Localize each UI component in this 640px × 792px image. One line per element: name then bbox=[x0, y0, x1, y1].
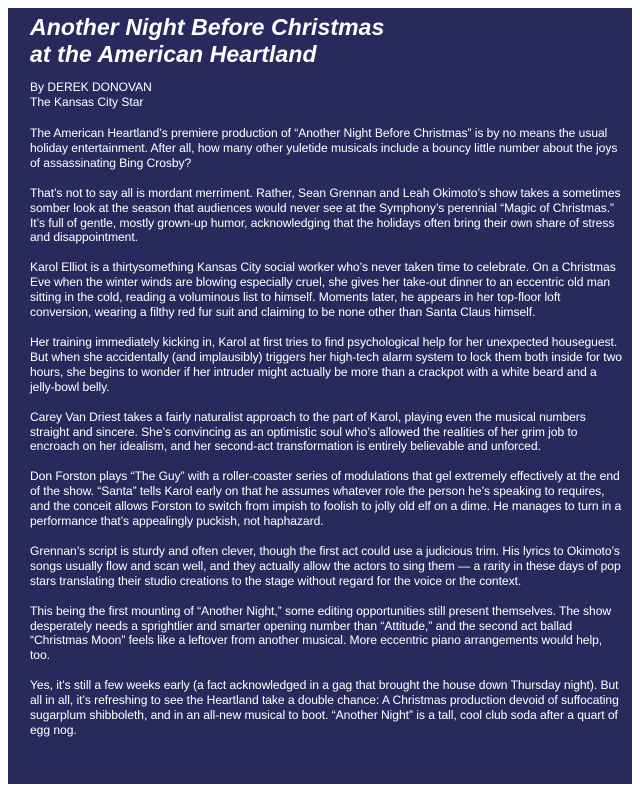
article-body bbox=[30, 126, 622, 738]
byline-publication: The Kansas City Star bbox=[30, 95, 144, 109]
article-panel bbox=[8, 8, 632, 784]
byline bbox=[30, 80, 622, 110]
article-paragraph: Yes, it’s still a few weeks early (a fact acknowledged in a gag that brought the house down Thursday night). But all in all, it’s refreshing to see the Heartland take a double chance: A Christmas production devoid of suffocating sugarplum shibboleth, and in an all-new musical to boot. “Another Night” is a tall, cool club soda after a quart of egg nog. bbox=[30, 678, 619, 737]
article-paragraph: Karol Elliot is a thirtysomething Kansas City social worker who’s never taken time to celebrate. On a Christmas Eve when the winter winds are blowing especially cruel, she gives her take-out dinner to an eccentric old man sitting in the cold, reading a voluminous list to himself. Moments later, he appears in her top-floor loft conversion, wearing a filthy red fur suit and claiming to be none other than Santa Claus himself. bbox=[30, 260, 616, 320]
article-title bbox=[30, 14, 622, 68]
article-paragraph: The American Heartland’s premiere production of “Another Night Before Christmas” is by no means the usual holiday entertainment. After all, how many other yuletide musicals include a bouncy little number about the joys of assassinating Bing Crosby? bbox=[30, 126, 618, 170]
article-paragraph: Don Forston plays “The Guy” with a roller-coaster series of modulations that gel extremely effectively at the end of the show. “Santa” tells Karol early on that he assumes whatever role the person he’s speaking to requires, and the conceit allows Forston to switch from impish to foolish to jolly old elf on a dime. He manages to turn in a performance that’s appealingly puckish, not haphazard. bbox=[30, 469, 622, 529]
article-paragraph: Her training immediately kicking in, Karol at first tries to find psychological help for her unexpected houseguest. But when she accidentally (and implausibly) triggers her high-tech alarm system to lock them both inside for two hours, she begins to wonder if her intruder might actually be more than a crackpot with a white beard and a jelly-bowl belly. bbox=[30, 334, 622, 394]
article-paragraph: Grennan’s script is sturdy and often clever, though the first act could use a judicious trim. His lyrics to Okimoto’s songs usually flow and scan well, and they actually allow the actors to sing them — a rarity in these days of pop stars translating their studio creations to the stage without regard for the voice or the context. bbox=[30, 543, 621, 588]
byline-author: By DEREK DONOVAN bbox=[30, 80, 152, 94]
article-paragraph: This being the first mounting of “Another Night,” some editing opportunities still present themselves. The show desperately needs a sprightlier and smarter opening number than “Attitude,” and the second act ballad “Christmas Moon” feels like a leftover from another musical. More eccentric piano arrangements would help, too. bbox=[30, 603, 612, 663]
article-title-line-2: at the American Heartland bbox=[30, 41, 317, 67]
article-title-line-1: Another Night Before Christmas bbox=[30, 14, 385, 40]
article-paragraph: Carey Van Driest takes a fairly naturalist approach to the part of Karol, playing even the musical numbers straight and sincere. She’s convincing as an optimistic soul who’s allowed the realities of her grim job to encroach on her idealism, and her second-act transformation is entirely believable and unforced. bbox=[30, 409, 586, 454]
article-paragraph: That’s not to say all is mordant merriment. Rather, Sean Grennan and Leah Okimoto’s show takes a sometimes somber look at the season that audiences would never see at the Symphony’s perennial “Magic of Christmas.” It’s full of gentle, mostly grown-up humor, acknowledging that the holidays often bring their own share of stress and disappointment. bbox=[30, 185, 621, 245]
